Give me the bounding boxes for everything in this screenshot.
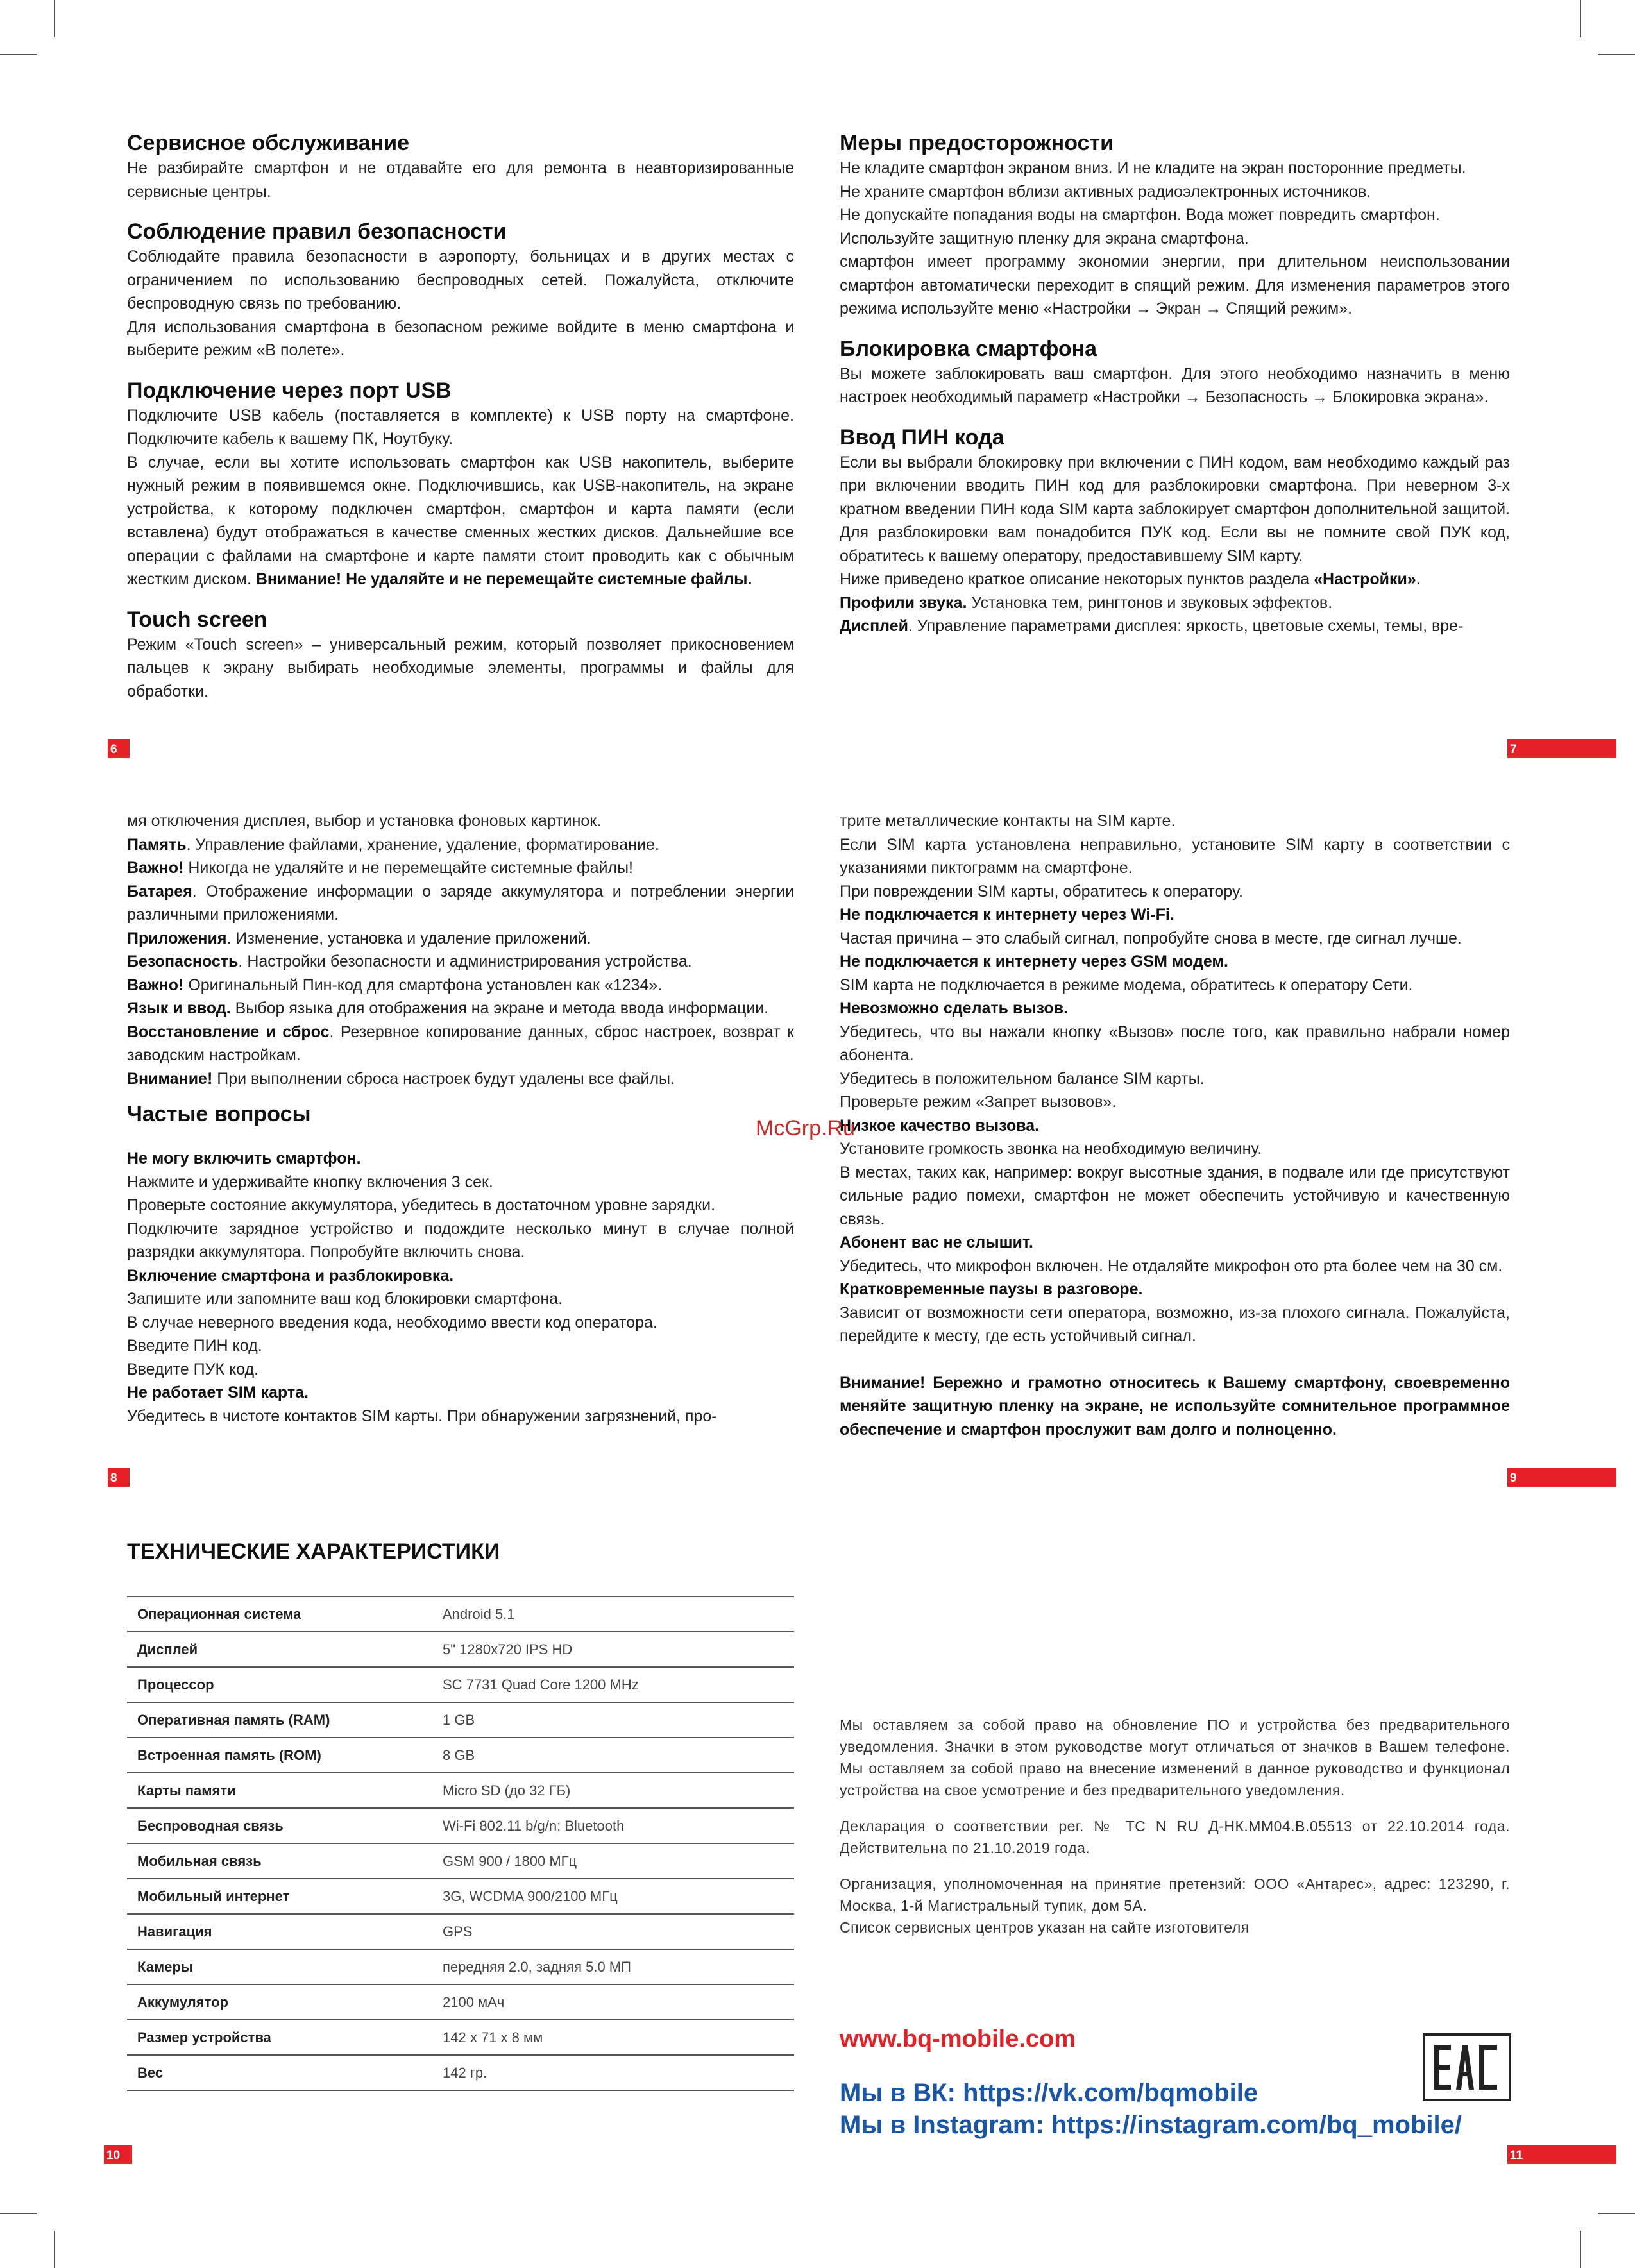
spec-value: передняя 2.0, задняя 5.0 МП xyxy=(432,1949,794,1985)
page-number: 11 xyxy=(1507,2145,1616,2164)
spec-key: Камеры xyxy=(127,1949,432,1985)
spec-value: 142 гр. xyxy=(432,2055,794,2090)
spec-row xyxy=(127,2055,794,2090)
instagram-link[interactable]: Мы в Instagram: https://instagram.com/bq_mobile/ xyxy=(840,2111,1462,2139)
spec-value: 8 GB xyxy=(432,1738,794,1773)
section-text: Не разбирайте смартфон и не отдавайте его для ремонта в неавторизированные сервисные центры. xyxy=(127,159,794,201)
spec-row xyxy=(127,1738,794,1773)
faq-answer: Проверьте режим «Запрет вызовов». xyxy=(840,1093,1117,1111)
spec-value: Wi-Fi 802.11 b/g/n; Bluetooth xyxy=(432,1808,794,1843)
faq-question: Не могу включить смартфон. xyxy=(127,1149,361,1167)
spec-row xyxy=(127,1632,794,1667)
section-title: Соблюдение правил безопасности xyxy=(127,219,507,244)
settings-item-key: Важно! xyxy=(127,976,184,994)
section-pin xyxy=(840,424,1510,638)
faq-answer: Установите громкость звонка на необходимую величину. xyxy=(840,1140,1262,1158)
page-number: 8 xyxy=(108,1468,130,1487)
settings-item xyxy=(127,856,794,880)
crop-mark xyxy=(0,54,37,55)
spec-key: Дисплей xyxy=(127,1632,432,1667)
faq-title: Частые вопросы xyxy=(127,1102,311,1126)
settings-item xyxy=(127,833,794,857)
section-safety xyxy=(127,218,794,362)
settings-item-value: Установка тем, рингтонов и звуковых эффектов. xyxy=(967,593,1333,612)
spec-value: 142 x 71 x 8 мм xyxy=(432,2020,794,2055)
settings-item-key: Восстановление и сброс xyxy=(127,1022,330,1041)
vk-link[interactable]: Мы в ВК: https://vk.com/bqmobile xyxy=(840,2079,1258,2107)
section-text: Для использования смартфона в безопасном режиме войдите в меню смартфона и выберите режим «В полете». xyxy=(127,317,794,359)
spec-row xyxy=(127,1596,794,1632)
settings-item-key: Память xyxy=(127,835,187,854)
legal-block xyxy=(840,1714,1510,1938)
text-span: В случае, если вы хотите использовать смартфон как USB накопитель, выберите нужный режим в появившемся окне. Подключившись, как USB-накопитель, на экране устройства, к которому подключен смартфон, смартфон и карта памяти (если вставлена) будут отображаться в качестве сменных жестких дисков. Дальнейшие все операции с файлами на смартфоне и карте памяти стоит проводить как с обычным жестким диском. xyxy=(127,453,794,588)
settings-item-value: При выполнении сброса настроек будут удалены все файлы. xyxy=(212,1069,675,1088)
spec-value: Micro SD (до 32 ГБ) xyxy=(432,1773,794,1808)
crop-mark xyxy=(1580,0,1581,37)
section-usb xyxy=(127,377,794,591)
eac-mark-icon xyxy=(1425,2036,1509,2099)
settings-item-key: Батарея xyxy=(127,882,192,901)
faq-answer: Введите ПИН код. xyxy=(127,1337,262,1355)
faq-answer: Запишите или запомните ваш код блокировки смартфона. xyxy=(127,1290,563,1308)
section-touch xyxy=(127,606,794,704)
settings-item-value: . Управление параметрами дисплея: яркость, цветовые схемы, темы, вре- xyxy=(908,617,1464,635)
settings-item-value: . Изменение, установка и удаление приложений. xyxy=(226,929,591,947)
faq-answer: Если SIM карта установлена неправильно, установите SIM карту в соответствии с указаниями пиктограмм на смартфоне. xyxy=(840,835,1510,877)
faq-question: Не подключается к интернету через GSM модем. xyxy=(840,952,1228,970)
spec-key: Карты памяти xyxy=(127,1773,432,1808)
spec-row xyxy=(127,1949,794,1985)
settings-item-key: Дисплей xyxy=(840,617,909,635)
settings-item-key: Приложения xyxy=(127,929,227,947)
section-text xyxy=(127,451,794,591)
section-title: Сервисное обслуживание xyxy=(127,131,410,155)
spec-key: Встроенная память (ROM) xyxy=(127,1738,432,1773)
settings-item xyxy=(127,974,794,997)
watermark: McGrp.Ru xyxy=(756,1116,855,1140)
page-number: 6 xyxy=(108,739,130,758)
faq-question: Невозможно сделать вызов. xyxy=(840,999,1069,1017)
settings-item-key: Важно! xyxy=(127,859,184,877)
crop-mark xyxy=(1580,2231,1581,2268)
spec-row xyxy=(127,1985,794,2020)
settings-label: «Настройки» xyxy=(1314,570,1416,588)
settings-item xyxy=(127,997,794,1020)
settings-item xyxy=(840,591,1510,615)
page-number: 7 xyxy=(1507,739,1616,758)
spec-row xyxy=(127,1879,794,1914)
faq-answer: Убедитесь, что микрофон включен. Не отдаляйте микрофон ото рта более чем на 30 см. xyxy=(840,1257,1503,1275)
faq-answer: трите металлические контакты на SIM карте. xyxy=(840,812,1176,830)
spec-value: GSM 900 / 1800 МГц xyxy=(432,1843,794,1879)
page9-column xyxy=(840,809,1510,1441)
faq-answer: Зависит от возможности сети оператора, возможно, из-за плохого сигнала. Пожалуйста, перейдите к месту, где есть устойчивый сигнал. xyxy=(840,1303,1510,1345)
text-span: . xyxy=(1416,570,1421,588)
crop-mark xyxy=(1598,54,1635,55)
spec-row xyxy=(127,1773,794,1808)
social-links xyxy=(840,2077,1462,2141)
section-text: Используйте защитную пленку для экрана смартфона. xyxy=(840,229,1249,248)
settings-item-value: Оригинальный Пин-код для смартфона установлен как «1234». xyxy=(183,976,663,994)
declaration: Декларация о соответствии рег. № ТС N RU Д-НК.ММ04.В.05513 от 22.10.2014 года. Действительна по 21.10.2019 года. xyxy=(840,1818,1510,1856)
spec-key: Мобильная связь xyxy=(127,1843,432,1879)
faq-question: Не подключается к интернету через Wi-Fi. xyxy=(840,906,1174,924)
section-title: Подключение через порт USB xyxy=(127,378,452,403)
spec-value: 5" 1280x720 IPS HD xyxy=(432,1632,794,1667)
page-number: 9 xyxy=(1507,1468,1616,1487)
faq-answer: Частая причина – это слабый сигнал, попробуйте снова в месте, где сигнал лучше. xyxy=(840,929,1462,947)
care-warning: Внимание! Бережно и грамотно относитесь к Вашему смартфону, своевременно меняйте защитную пленку на экране, не используйте сомнительное программное обеспечение и смартфон прослужит вам долго и полноценно. xyxy=(840,1373,1510,1439)
section-text: смартфон имеет программу экономии энергии, при длительном неиспользовании смартфон автоматически переходит в спящий режим. Для изменения параметров этого режима используйте меню «Настройки → Экран → Спящий режим». xyxy=(840,253,1510,317)
text-span: Ниже приведено краткое описание некоторых пунктов раздела xyxy=(840,570,1314,588)
faq-answer: Проверьте состояние аккумулятора, убедитесь в достаточном уровне зарядки. xyxy=(127,1196,716,1214)
settings-item-value: . Отображение информации о заряде аккумулятора и потреблении энергии различными приложениями. xyxy=(127,882,794,924)
faq-question: Не работает SIM карта. xyxy=(127,1384,309,1401)
section-title: Touch screen xyxy=(127,607,267,632)
crop-mark xyxy=(0,2213,37,2214)
section-title: Блокировка смартфона xyxy=(840,336,1097,361)
section-text: Подключите USB кабель (поставляется в комплекте) к USB порту на смартфоне. Подключите кабель к вашему ПК, Ноутбуку. xyxy=(127,406,794,448)
faq-question: Кратковременные паузы в разговоре. xyxy=(840,1280,1143,1298)
org-info xyxy=(840,1873,1510,1938)
settings-item-value: . Управление файлами, хранение, удаление, форматирование. xyxy=(186,835,659,854)
section-lock xyxy=(840,335,1510,409)
section-text: Соблюдайте правила безопасности в аэропорту, больницах и в других местах с ограничением по использованию беспроводных сетей. Пожалуйста, отключите беспроводную связь по требованию. xyxy=(127,248,794,312)
faq-answer: Убедитесь, что вы нажали кнопку «Вызов» после того, как правильно набрали номер абонента. xyxy=(840,1022,1510,1064)
specs-body xyxy=(127,1596,794,2090)
faq-answer: При повреждении SIM карты, обратитесь к оператору. xyxy=(840,882,1243,901)
settings-item xyxy=(127,1020,794,1067)
settings-item xyxy=(127,880,794,927)
section-text: Вы можете заблокировать ваш смартфон. Для этого необходимо назначить в меню настроек необходимый параметр «Настройки → Безопасность → Блокировка экрана». xyxy=(840,364,1510,406)
spec-value: 1 GB xyxy=(432,1702,794,1738)
settings-item xyxy=(127,950,794,974)
spec-key: Вес xyxy=(127,2055,432,2090)
faq-answer: Убедитесь в положительном балансе SIM карты. xyxy=(840,1069,1205,1088)
spec-key: Процессор xyxy=(127,1667,432,1702)
faq-answer: В случае неверного введения кода, необходимо ввести код оператора. xyxy=(127,1313,657,1332)
page8-column xyxy=(127,809,794,1428)
settings-item-key: Безопасность xyxy=(127,952,239,970)
usb-warning: Внимание! Не удаляйте и не перемещайте системные файлы. xyxy=(255,570,752,588)
spec-key: Мобильный интернет xyxy=(127,1879,432,1914)
eac-logo xyxy=(1423,2033,1511,2101)
spec-row xyxy=(127,2020,794,2055)
section-text: Режим «Touch screen» – универсальный режим, который позволяет прикосновением пальцев к экрану выбирать необходимые элементы, программы и файлы для обработки. xyxy=(127,635,794,700)
page6-column xyxy=(127,130,794,718)
section-text: Если вы выбрали блокировку при включении с ПИН кодом, вам необходимо каждый раз при включении вводить ПИН код для разблокировки смартфона. При неверном 3-х кратном введении ПИН кода SIM карта заблокирует смартфон дополнительной защитой. Для разблокировки вам понадобится ПУК код. Если вы не помните свой ПУК код, обратитесь к вашему оператору, предоставившему SIM карту. xyxy=(840,453,1510,565)
spacer xyxy=(840,1348,1510,1371)
spec-row xyxy=(127,1843,794,1879)
faq-answer: SIM карта не подключается в режиме модема, обратитесь к оператору Сети. xyxy=(840,976,1413,994)
faq-answer: Подключите зарядное устройство и подождите несколько минут в случае полной разрядки аккумулятора. Попробуйте включить снова. xyxy=(127,1219,794,1261)
spec-value: SC 7731 Quad Core 1200 MHz xyxy=(432,1667,794,1702)
section-text: мя отключения дисплея, выбор и установка фоновых картинок. xyxy=(127,812,602,830)
faq-answer: Убедитесь в чистоте контактов SIM карты. При обнаружении загрязнений, про- xyxy=(127,1407,717,1425)
spacer xyxy=(127,1090,794,1101)
settings-item xyxy=(840,614,1510,638)
settings-item xyxy=(127,927,794,951)
settings-item-value: Никогда не удаляйте и не перемещайте системные файлы! xyxy=(183,859,633,877)
spec-row xyxy=(127,1702,794,1738)
faq-answer: Введите ПУК код. xyxy=(127,1360,259,1378)
faq-question: Включение смартфона и разблокировка. xyxy=(127,1266,454,1285)
crop-mark xyxy=(1598,2213,1635,2214)
spec-row xyxy=(127,1667,794,1702)
settings-item xyxy=(127,1067,794,1091)
section-service xyxy=(127,130,794,203)
crop-mark xyxy=(54,0,55,37)
specs-title: ТЕХНИЧЕСКИЕ ХАРАКТЕРИСТИКИ xyxy=(127,1539,500,1564)
faq-question: Абонент вас не слышит. xyxy=(840,1233,1033,1251)
spacer xyxy=(127,1128,794,1147)
settings-item-value: . Резервное копирование данных, сброс настроек, возврат к заводским настройкам. xyxy=(127,1022,794,1064)
settings-item-key: Внимание! xyxy=(127,1069,213,1088)
section-precautions xyxy=(840,130,1510,321)
spec-key: Размер устройства xyxy=(127,2020,432,2055)
spec-value: Android 5.1 xyxy=(432,1596,794,1632)
section-text: Не храните смартфон вблизи активных радиоэлектронных источников. xyxy=(840,182,1371,201)
spec-row xyxy=(127,1808,794,1843)
section-text: Не кладите смартфон экраном вниз. И не кладите на экран посторонние предметы. xyxy=(840,159,1466,177)
spec-row xyxy=(127,1914,794,1949)
spec-value: 2100 мАч xyxy=(432,1985,794,2020)
faq-answer: Нажмите и удерживайте кнопку включения 3 сек. xyxy=(127,1172,493,1191)
update-notice: Мы оставляем за собой право на обновление ПО и устройства без предварительного уведомления. Значки в этом руководстве могут отличаться от значков в Вашем телефоне. Мы оставляем за собой право на внесение изменений в данное руководство и функционал устройства на свое усмотрение и без предварительного уведомления. xyxy=(840,1716,1510,1798)
page-number: 10 xyxy=(104,2145,132,2164)
service-text: Список сервисных центров указан на сайте изготовителя xyxy=(840,1919,1250,1936)
spec-key: Оперативная память (RAM) xyxy=(127,1702,432,1738)
faq-question: Низкое качество вызова. xyxy=(840,1116,1040,1135)
spec-key: Беспроводная связь xyxy=(127,1808,432,1843)
org-text: Организация, уполномоченная на принятие претензий: ООО «Антарес», адрес: 123290, г. Москва, 1-й Магистральный тупик, дом 5А. xyxy=(840,1875,1510,1914)
section-title: Меры предосторожности xyxy=(840,131,1114,155)
faq-answer: В местах, таких как, например: вокруг высотные здания, в подвале или где присутствуют сильные радио помехи, смартфон не может обеспечить устойчивую и качественную связь. xyxy=(840,1163,1510,1228)
section-text: Не допускайте попадания воды на смартфон. Вода может повредить смартфон. xyxy=(840,206,1440,224)
spec-key: Навигация xyxy=(127,1914,432,1949)
spec-key: Аккумулятор xyxy=(127,1985,432,2020)
section-title: Ввод ПИН кода xyxy=(840,425,1004,450)
crop-mark xyxy=(54,2231,55,2268)
settings-item-value: Выбор языка для отображения на экране и метода ввода информации. xyxy=(230,999,769,1017)
spec-value: GPS xyxy=(432,1914,794,1949)
page7-column xyxy=(840,130,1510,653)
settings-item-key: Профили звука. xyxy=(840,593,967,612)
spec-value: 3G, WCDMA 900/2100 МГц xyxy=(432,1879,794,1914)
website-link[interactable]: www.bq-mobile.com xyxy=(840,2026,1076,2052)
specs-table xyxy=(127,1596,794,2091)
settings-item-key: Язык и ввод. xyxy=(127,999,231,1017)
spec-key: Операционная система xyxy=(127,1596,432,1632)
section-text xyxy=(840,568,1510,591)
settings-item-value: . Настройки безопасности и администрирования устройства. xyxy=(238,952,692,970)
